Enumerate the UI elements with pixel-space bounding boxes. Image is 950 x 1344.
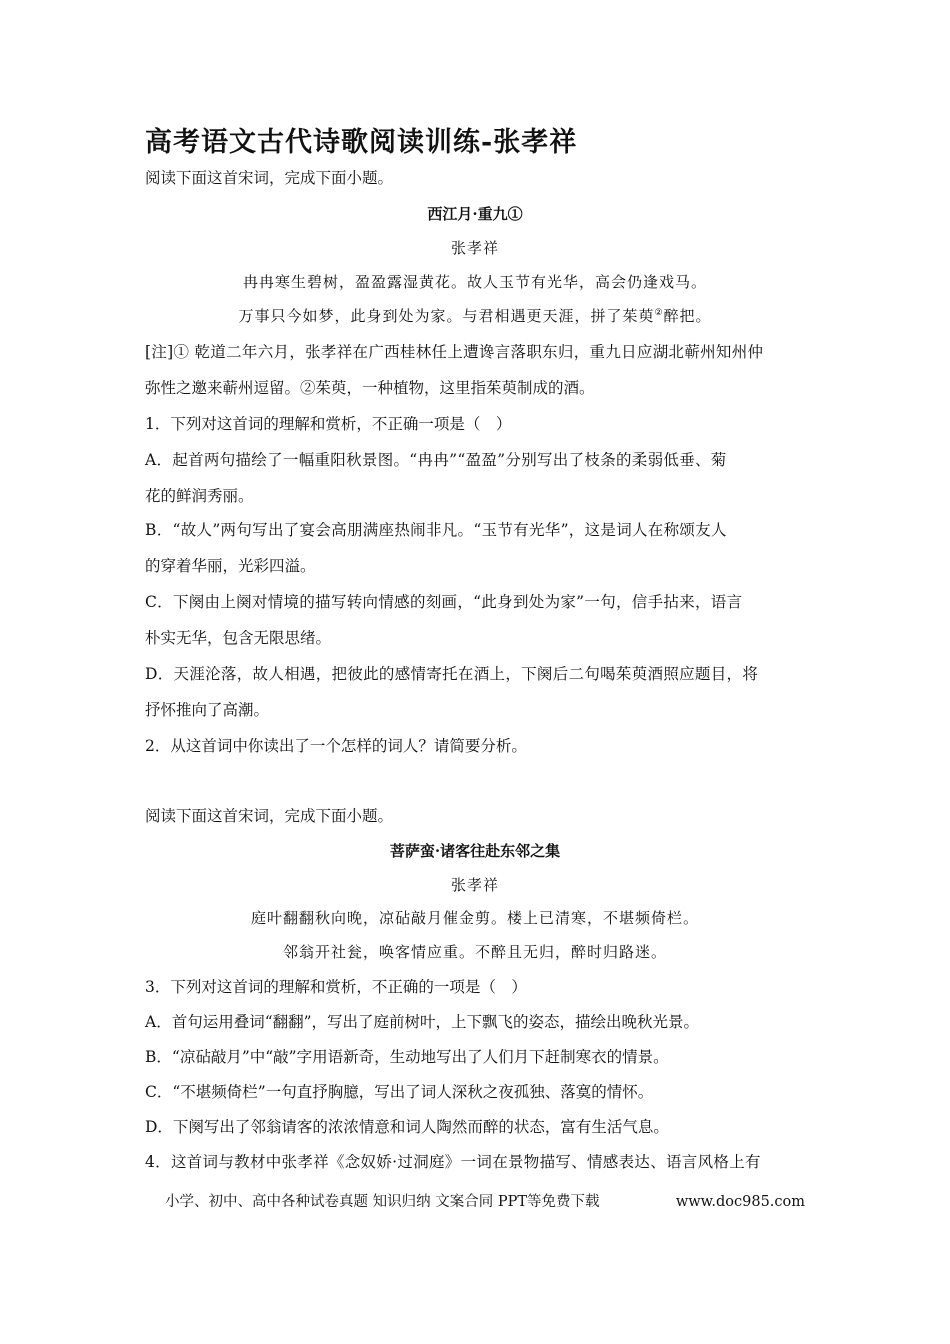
footnote-marker-2: ② [654, 308, 664, 318]
q1-option-c-line1: C．下阕由上阕对情境的描写转向情感的刻画，“此身到处为家”一句，信手拈来，语言 [145, 593, 743, 611]
poem1-title: 西江月·重九① [427, 205, 523, 223]
note-line1: [注]① 乾道二年六月，张孝祥在广西桂林任上遭谗言落职东归，重九日应湖北蕲州知州仲 [145, 343, 764, 361]
q3-option-a: A．首句运用叠词“翻翻”，写出了庭前树叶，上下飘飞的姿态，描绘出晚秋光景。 [145, 1013, 700, 1031]
question-3: 3．下列对这首词的理解和赏析，不正确的一项是（ ） [145, 978, 527, 996]
q1-option-d-line1: D．天涯沦落，故人相遇，把彼此的感情寄托在酒上，下阕后二句喝茱萸酒照应题目，将 [145, 665, 759, 683]
q3-option-d: D．下阕写出了邻翁请客的浓浓情意和词人陶然而醉的状态，富有生活气息。 [145, 1118, 669, 1136]
page-title: 高考语文古代诗歌阅读训练-张孝祥 [145, 127, 578, 158]
question-4: 4．这首词与教材中张孝祥《念奴娇·过洞庭》一词在景物描写、情感表达、语言风格上有 [145, 1153, 761, 1171]
question-2: 2．从这首词中你读出了一个怎样的词人？请简要分析。 [145, 737, 527, 755]
q1-option-b-line2: 的穿着华丽，光彩四溢。 [145, 557, 316, 575]
q1-option-b-line1: B．“故人”两句写出了宴会高朋满座热闹非凡。“玉节有光华”，这是词人在称颂友人 [145, 521, 727, 539]
q1-option-c-line2: 朴实无华，包含无限思绪。 [145, 629, 332, 647]
poem2-line2: 邻翁开社瓮，唤客情应重。不醉且无归，醉时归路迷。 [282, 943, 667, 961]
footer-website-link[interactable]: www.doc985.com [675, 1194, 805, 1210]
q1-option-d-line2: 抒怀推向了高潮。 [145, 701, 270, 719]
poem1-line2-end: 醉把。 [663, 307, 712, 325]
q1-option-a-line1: A．起首两句描绘了一幅重阳秋景图。“冉冉”“盈盈”分别写出了枝条的柔弱低垂、菊 [145, 451, 727, 469]
poem2-author: 张孝祥 [450, 876, 499, 894]
poem2-title: 菩萨蛮·诸客往赴东邻之集 [389, 842, 561, 860]
footer-promo-text: 小学、初中、高中各种试卷真题 知识归纳 文案合同 PPT等免费下载 [165, 1194, 600, 1210]
poem1-line1: 冉冉寒生碧树，盈盈露湿黄花。故人玉节有光华，高会仍逢戏马。 [242, 273, 707, 291]
page-footer [165, 1192, 805, 1212]
section1-intro: 阅读下面这首宋词，完成下面小题。 [145, 169, 394, 187]
q1-option-a-line2: 花的鲜润秀丽。 [145, 487, 254, 505]
note-line2: 弥性之邀来蕲州逗留。②茱萸，一种植物，这里指茱萸制成的酒。 [145, 379, 595, 397]
poem1-line2-text: 万事只今如梦，此身到处为家。与君相遇更天涯，拼了茱萸 [238, 307, 655, 325]
question-1: 1．下列对这首词的理解和赏析，不正确一项是（ ） [145, 415, 512, 433]
poem2-line1: 庭叶翻翻秋向晚，凉砧敲月催金剪。楼上已清寒，不堪频倚栏。 [250, 909, 699, 927]
q3-option-c: C．“不堪频倚栏”一句直抒胸臆，写出了词人深秋之夜孤独、落寞的情怀。 [145, 1083, 654, 1101]
poem1-line2 [145, 306, 805, 326]
poem1-author: 张孝祥 [450, 239, 499, 257]
section2-intro: 阅读下面这首宋词，完成下面小题。 [145, 807, 394, 825]
q3-option-b: B．“凉砧敲月”中“敲”字用语新奇，生动地写出了人们月下赶制寒衣的情景。 [145, 1048, 669, 1066]
